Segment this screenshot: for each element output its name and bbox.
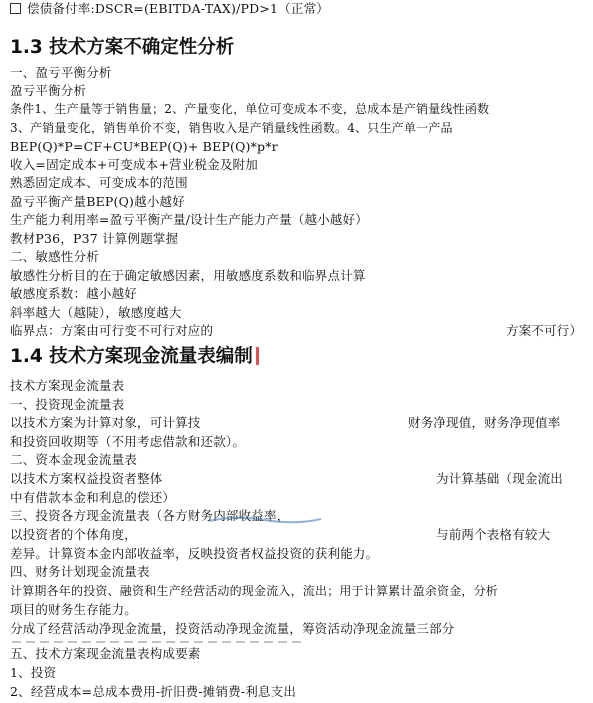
text-line: 3、产销量变化，销售单价不变，销售收入是产销量线性函数。4、只生产单一产品: [10, 121, 453, 135]
text-line: 分成了经营活动净现金流量，投资活动净现金流量，筹资活动净现金流量三部分: [10, 621, 455, 636]
highlight-mark: [205, 512, 325, 526]
text-line-right: 方案不可行）: [506, 323, 583, 338]
text-line-right: 与前两个表格有较大: [436, 527, 551, 542]
formula-line: BEP(Q)*P=CF+CU*BEP(Q)+ BEP(Q)*p*r: [10, 139, 278, 154]
text-line: 计算期各年的投资、融资和生产经营活动的现金流入，流出；用于计算累计盈余资金，分析: [10, 584, 499, 598]
text-line-right: 财务净现值，财务净现值率: [408, 415, 561, 430]
text-line: 1、投资: [10, 665, 57, 680]
text-cursor-icon: [256, 347, 259, 365]
text-line: 以投资者的个体角度，: [10, 527, 138, 542]
text-line: 敏感度系数：越小越好: [10, 286, 138, 301]
text-line: 斜率越大（越陡），敏感度越大: [10, 305, 182, 320]
text-line: 一、盈亏平衡分析: [10, 65, 112, 80]
text-line: 盈亏平衡分析: [10, 83, 87, 98]
text-line: 中有借款本金和利息的偿还）: [10, 490, 176, 505]
checkbox[interactable]: [10, 3, 21, 14]
text-line: 敏感性分析目的在于确定敏感因素，用敏感度系数和临界点计算: [10, 268, 366, 283]
text-line: 差异。计算资本金内部收益率，反映投资者权益投资的获利能力。: [10, 546, 379, 561]
text-line: 和投资回收期等（不用考虑借款和还款）。: [10, 434, 246, 449]
text-line: 教材P36，P37 计算例题掌握: [10, 231, 179, 246]
section-heading-1-3: 1.3 技术方案不确定性分析: [10, 37, 235, 58]
text-line: 盈亏平衡产量BEP(Q)越小越好: [10, 194, 185, 209]
text-line: 生产能力利用率=盈亏平衡产量/设计生产能力产量（越小越好）: [10, 212, 368, 227]
text-line-right: 为计算基础（现金流出: [436, 471, 564, 486]
text-line: 二、敏感性分析: [10, 249, 99, 264]
section-heading-1-4-text: 1.4 技术方案现金流量表编制: [10, 346, 253, 367]
text-line: 技术方案现金流量表: [10, 378, 125, 393]
top-line: [10, 0, 329, 18]
text-line: 五、技术方案现金流量表构成要素: [10, 646, 201, 661]
text-line: 三、投资各方现金流量表（各方财务内部收益率，: [10, 508, 290, 523]
section-heading-1-4: [10, 344, 259, 370]
text-line: 临界点：方案由可行变不可行对应的: [10, 323, 214, 338]
text-line: 以技术方案权益投资者整体: [10, 471, 163, 486]
text-line: 一、投资现金流量表: [10, 397, 125, 412]
text-line: 条件1、生产量等于销售量；2、产量变化，单位可变成本不变，总成本是产销量线性函数: [10, 102, 490, 116]
top-line-text: 偿债备付率:DSCR=(EBITDA-TAX)/PD>1（正常）: [27, 1, 329, 16]
text-line: 熟悉固定成本、可变成本的范围: [10, 175, 188, 190]
text-line: 项目的财务生存能力。: [10, 602, 138, 617]
text-line: 2、经营成本=总成本费用-折旧费-摊销费-利息支出: [10, 684, 297, 699]
text-line: 收入=固定成本+可变成本+营业税金及附加: [10, 157, 258, 172]
cutoff-text-remnant: [10, 638, 310, 646]
text-line: 以技术方案为计算对象，可计算技: [10, 415, 201, 430]
text-line: 四、财务计划现金流量表: [10, 564, 150, 579]
text-line: 二、资本金现金流量表: [10, 452, 138, 467]
